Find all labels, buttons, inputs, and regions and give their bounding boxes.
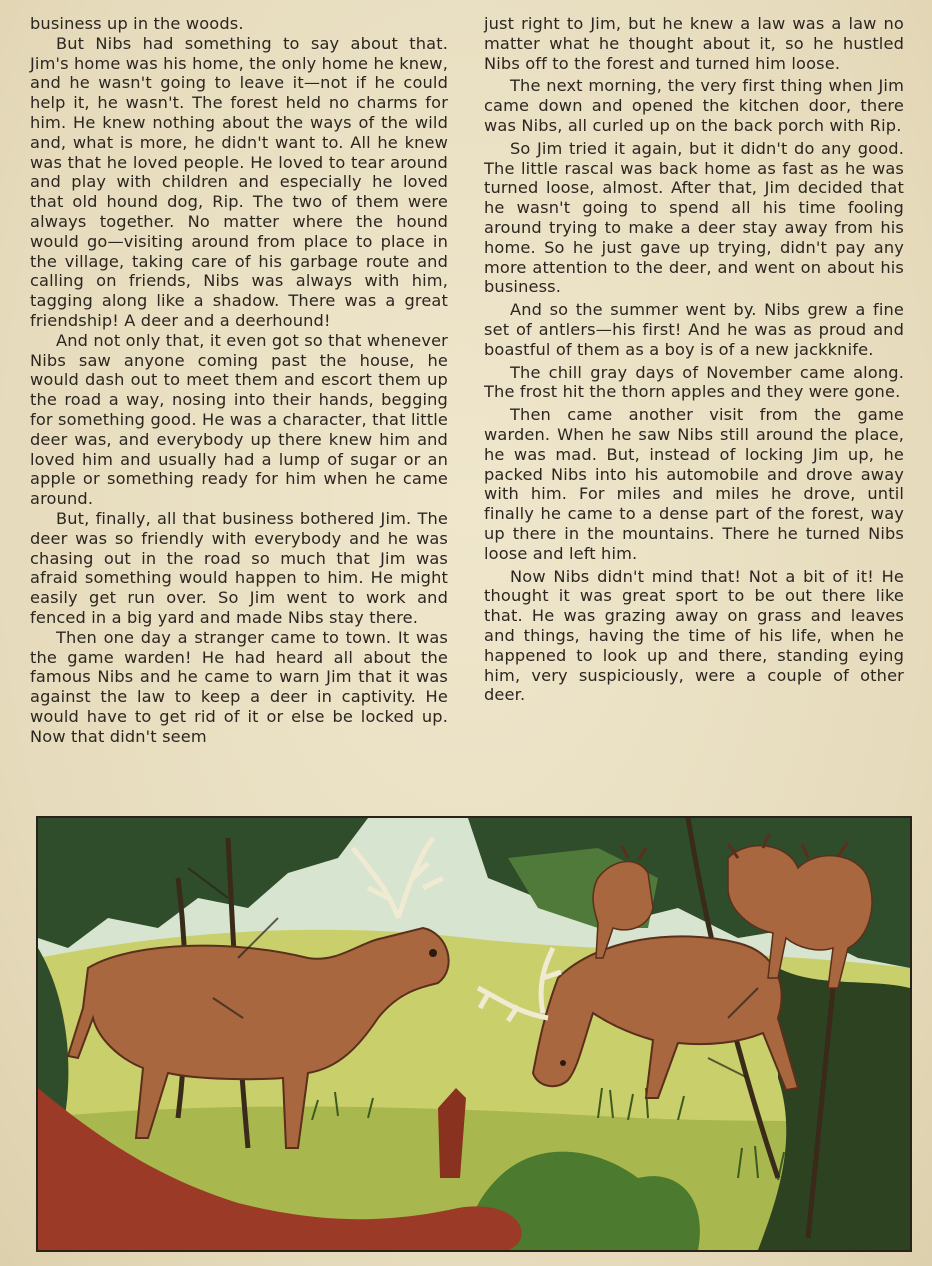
paragraph: The next morning, the very first thing when Jim came down and opened the kitchen door, there was Nibs, all curled up on the back porch with Rip. bbox=[484, 76, 904, 135]
text-column-left bbox=[30, 14, 448, 746]
paragraph: And not only that, it even got so that whenever Nibs saw anyone coming past the house, he would dash out to meet them and escort them up the road a way, nosing into their hands, begging for something good. He was a character, that little deer was, and everybody up there knew him and loved him and usually had a lump of sugar or an apple or something ready for him when he came around. bbox=[30, 330, 448, 509]
deer-illustration bbox=[36, 816, 912, 1252]
forest-scene bbox=[38, 818, 910, 1250]
paragraph: But, finally, all that business bothered Jim. The deer was so friendly with everybody and he was chasing out in the road so much that Jim was afraid something would happen to him. He might easily get run over. So Jim went to work and fenced in a big yard and made Nibs stay there. bbox=[30, 508, 448, 627]
paragraph: Now Nibs didn't mind that! Not a bit of it! He thought it was great sport to be out there like that. He was grazing away on grass and leaves and things, having the time of his life, when he happened to look up and there, standing eying him, very suspiciously, were a couple of other deer. bbox=[484, 566, 904, 705]
paragraph: So Jim tried it again, but it didn't do any good. The little rascal was back home as fast as he was turned loose, almost. After that, Jim decided that he wasn't going to spend all his time fooling around trying to make a deer stay away from his home. So he just gave up trying, didn't pay any more attention to the deer, and went on about his business. bbox=[484, 138, 904, 297]
paragraph: And so the summer went by. Nibs grew a fine set of antlers—his first! And he was as proud and boastful of them as a boy is of a new jackknife. bbox=[484, 300, 904, 359]
paragraph: Then came another visit from the game warden. When he saw Nibs still around the place, he was mad. But, instead of locking Jim up, he packed Nibs into his automobile and drove away with him. For miles and miles he drove, until finally he came to a dense part of the forest, way up there in the mountains. There he turned Nibs loose and left him. bbox=[484, 405, 904, 563]
paragraph: The chill gray days of November came along. The frost hit the thorn apples and they were gone. bbox=[484, 362, 904, 402]
text-column-right bbox=[484, 14, 904, 708]
paragraph: just right to Jim, but he knew a law was a law no matter what he thought about it, so he hustled Nibs off to the forest and turned him loose. bbox=[484, 14, 904, 73]
paragraph: business up in the woods. bbox=[30, 14, 244, 33]
paragraph: But Nibs had something to say about that. Jim's home was his home, the only home he knew, and he wasn't going to leave it—not if he could help it, he wasn't. The forest held no charms for him. He knew nothing about the ways of the wild and, what is more, he didn't want to. All he knew was that he loved people. He loved to tear around and play with children and especially he loved that old hound dog, Rip. The two of them were always together. No matter where the hound would go—visiting around from place to place in the village, taking care of his garbage route and calling on friends, Nibs was always with him, tagging along like a shadow. There was a great friendship! A deer and a deerhound! bbox=[30, 33, 448, 330]
paragraph: Then one day a stranger came to town. It was the game warden! He had heard all about the famous Nibs and he came to warn Jim that it was against the law to keep a deer in captivity. He would have to get rid of it or else be locked up. Now that didn't seem bbox=[30, 627, 448, 746]
